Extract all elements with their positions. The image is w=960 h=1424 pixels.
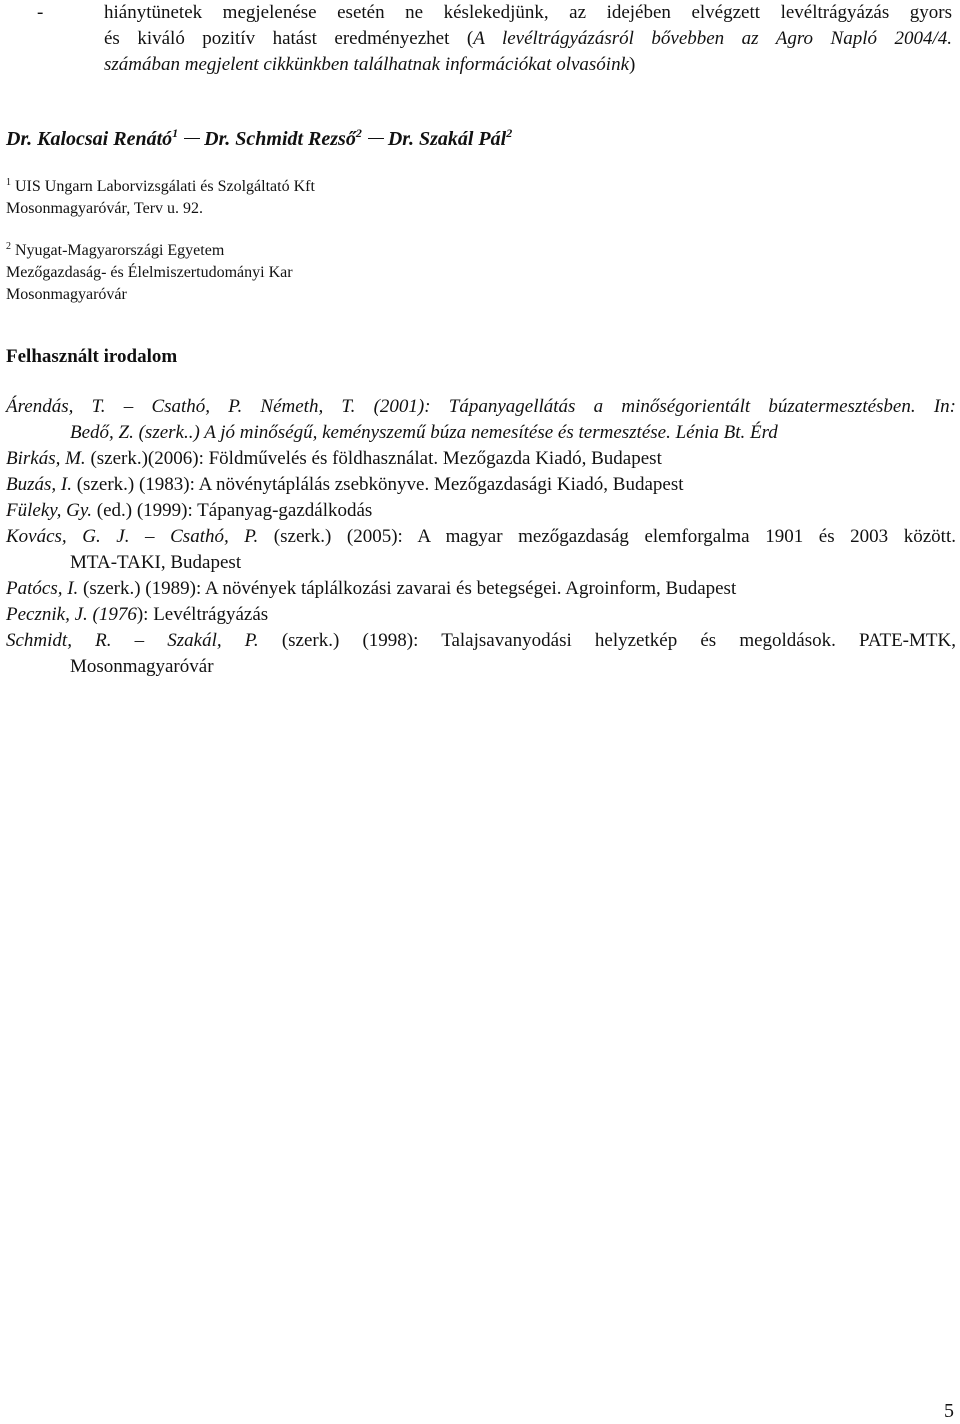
affiliation-line: Mosonmagyaróvár, Terv u. 92. — [6, 200, 204, 217]
reference-list — [6, 394, 956, 680]
intro-line — [104, 52, 952, 78]
reference-author: Patócs, I. — [6, 578, 79, 599]
reference-author: Schmidt, R. – Szakál, P. — [6, 630, 259, 651]
reference-text: (ed.) (1999): Tápanyag-gazdálkodás — [92, 500, 373, 521]
intro-text: és kiváló pozitív hatást eredményezhet ( — [104, 28, 474, 49]
reference-text: (szerk.) (1983): A növénytáplálás zsebkönyve. Mezőgazdasági Kiadó, Budapest — [71, 474, 684, 495]
reference-continuation: Bedő, Z. (szerk..) A jó minőségű, keményszemű búza nemesítése és termesztése. Lénia Bt. Érd — [70, 422, 778, 443]
list-bullet: - — [37, 2, 44, 23]
reference-author: Kovács, G. J. – Csathó, P. — [6, 526, 259, 547]
author-name: Dr. Kalocsai Renátó — [6, 128, 173, 150]
reference-author: Buzás, I. — [6, 474, 72, 495]
affiliation-line: Mosonmagyaróvár — [6, 286, 127, 303]
section-heading: Felhasznált irodalom — [6, 346, 178, 367]
reference-text: (szerk.) (1989): A növények táplálkozási zavarai és betegségei. Agroinform, Budapest — [78, 578, 737, 599]
reference-item — [6, 576, 956, 602]
affiliation-line — [6, 236, 293, 262]
author-name: Dr. Schmidt Rezső — [204, 128, 356, 150]
author-affiliation-mark: 2 — [355, 126, 362, 140]
affiliation-2 — [6, 236, 293, 306]
intro-italic-text: számában megjelent cikkünkben találhatnak információkat olvasóink — [104, 54, 630, 75]
affiliation-text: UIS Ungarn Laborvizsgálati és Szolgáltató Kft — [15, 178, 315, 195]
reference-item — [6, 524, 956, 576]
reference-text: (szerk.) (1998): Talajsavanyodási helyzetkép és megoldások. PATE-MTK, — [258, 630, 956, 651]
affiliation-text: Nyugat-Magyarországi Egyetem — [15, 242, 225, 259]
dash-separator — [368, 138, 384, 139]
reference-item — [6, 446, 956, 472]
intro-italic-text: A levéltrágyázásról bővebben az Agro Napló 2004/4. — [473, 28, 952, 49]
intro-paragraph — [104, 0, 952, 78]
intro-line: hiánytünetek megjelenése esetén ne késlekedjünk, az idejében elvégzett levéltrágyázás gyors — [104, 2, 952, 23]
reference-author: Pecznik, J. (1976 — [6, 604, 137, 625]
reference-item — [6, 498, 956, 524]
reference-text: (szerk.) (2005): A magyar mezőgazdaság elemforgalma 1901 és 2003 között. — [258, 526, 956, 547]
affiliation-mark: 2 — [6, 241, 11, 252]
reference-text: ): Levéltrágyázás — [136, 604, 269, 625]
reference-line — [6, 524, 956, 550]
affiliation-line: Mezőgazdaság- és Élelmiszertudományi Kar — [6, 264, 293, 281]
reference-continuation: MTA-TAKI, Budapest — [70, 552, 242, 573]
reference-author: Birkás, M. — [6, 448, 86, 469]
author-affiliation-mark: 1 — [172, 126, 179, 140]
reference-item — [6, 602, 956, 628]
page-number: 5 — [944, 1400, 954, 1422]
reference-line — [6, 628, 956, 654]
reference-item — [6, 628, 956, 680]
intro-line — [104, 26, 952, 52]
affiliation-1 — [6, 172, 315, 220]
reference-author: Füleky, Gy. — [6, 500, 92, 521]
reference-continuation: Mosonmagyaróvár — [70, 656, 214, 677]
intro-text: ) — [629, 54, 636, 75]
reference-text: Árendás, T. – Csathó, P. Németh, T. (2001): Tápanyagellátás a minőségorientált búzatermesztésben. In: — [6, 396, 956, 417]
affiliation-line — [6, 172, 315, 198]
author-affiliation-mark: 2 — [506, 126, 513, 140]
dash-separator — [184, 138, 200, 139]
author-line — [6, 126, 512, 151]
reference-text: (szerk.)(2006): Földművelés és földhasználat. Mezőgazda Kiadó, Budapest — [85, 448, 662, 469]
affiliation-mark: 1 — [6, 177, 11, 188]
reference-item — [6, 472, 956, 498]
author-name: Dr. Szakál Pál — [387, 128, 507, 150]
reference-item — [6, 394, 956, 446]
